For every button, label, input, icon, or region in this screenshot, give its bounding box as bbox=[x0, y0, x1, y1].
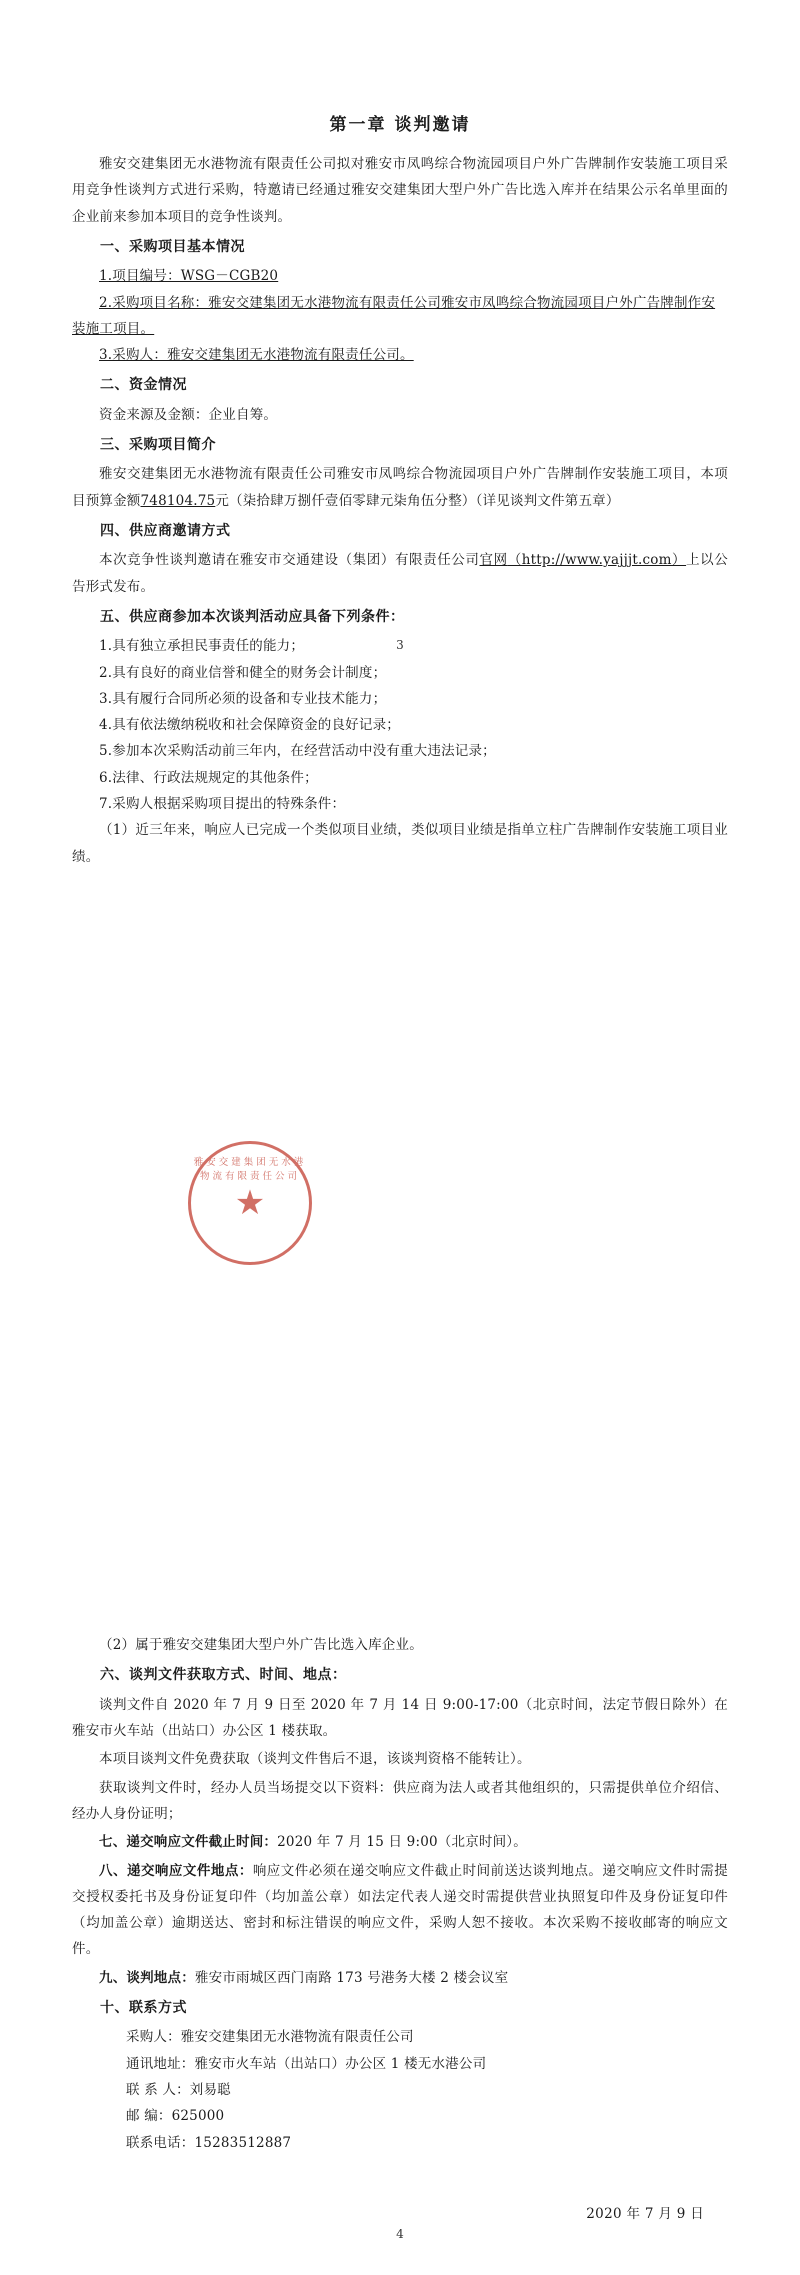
qualification-item-7: 7.采购人根据采购项目提出的特殊条件： bbox=[99, 796, 346, 813]
seal-star-icon: ★ bbox=[234, 1183, 266, 1223]
project-name-text: 2.采购项目名称：雅安交建集团无水港物流有限责任公司雅安市凤鸣综合物流园项目户外广告牌制作安装施工项目。 bbox=[72, 294, 716, 337]
special-condition-1: （1）近三年来，响应人已完成一个类似项目业绩，类似项目业绩是指单立柱广告牌制作安装施工项目业绩。 bbox=[72, 822, 728, 865]
special-condition-2: （2）属于雅安交建集团大型户外广告比选入库企业。 bbox=[99, 1637, 423, 1654]
invite-method-after: 上以公告形式发布。 bbox=[72, 552, 728, 595]
section-heading-9-block bbox=[72, 1965, 728, 1991]
section-heading-8-block bbox=[72, 1858, 728, 1963]
official-website-link[interactable]: 官网 bbox=[479, 552, 508, 569]
qualification-item-3: 3.具有履行合同所必须的设备和专业技术能力； bbox=[99, 690, 387, 707]
section-heading-4: 四、供应商邀请方式 bbox=[100, 523, 231, 540]
seal-top-text: 雅安交建集团无水港物流有限责任公司 bbox=[193, 1157, 307, 1182]
submission-place-text: 响应文件必须在递交响应文件截止时间前送达谈判地点。递交响应文件时需提交授权委托书及身份证复印件（均加盖公章）如法定代表人递交时需提供营业执照复印件及身份证复印件（均加盖公章）逾期送达、密封和标注错误的响应文件，采购人恕不接收。本次采购不接收邮寄的响应文件。 bbox=[72, 1862, 728, 1958]
sign-date: 2020 年 7 月 9 日 bbox=[586, 2205, 704, 2222]
section-1-item-1 bbox=[72, 263, 728, 289]
negotiation-place-text: 雅安市雨城区西门南路 173 号港务大楼 2 楼会议室 bbox=[194, 1969, 509, 1986]
page-break-spacer bbox=[72, 872, 728, 1632]
section-2-item-1: 资金来源及金额：企业自筹。 bbox=[99, 406, 278, 423]
purchaser-text: 3.采购人：雅安交建集团无水港物流有限责任公司。 bbox=[99, 347, 414, 364]
invite-method-paragraph bbox=[72, 547, 728, 600]
contact-postcode: 邮 编：625000 bbox=[126, 2108, 225, 2125]
qualification-item-6: 6.法律、行政法规规定的其他条件； bbox=[99, 769, 318, 786]
doc-get-paragraph-3: 获取谈判文件时，经办人员当场提交以下资料：供应商为法人或者其他组织的，只需提供单位介绍信、经办人身份证明； bbox=[72, 1779, 728, 1822]
project-brief-before: 雅安交建集团无水港物流有限责任公司雅安市凤鸣综合物流园项目户外广告牌制作安装施工项目，本项目预算金额 bbox=[72, 466, 728, 509]
project-budget-amount: 748104.75 bbox=[140, 492, 216, 509]
qualification-item-4: 4.具有依法缴纳税收和社会保障资金的良好记录； bbox=[99, 717, 400, 734]
section-1-item-3 bbox=[72, 342, 728, 368]
section-heading-7: 七、递交响应文件截止时间： bbox=[99, 1834, 278, 1851]
contact-address: 通讯地址：雅安市火车站（出站口）办公区 1 楼无水港公司 bbox=[126, 2055, 487, 2072]
page-number-first: 3 bbox=[396, 638, 404, 652]
doc-get-paragraph-1: 谈判文件自 2020 年 7 月 9 日至 2020 年 7 月 14 日 9:00-17:00（北京时间，法定节假日除外）在雅安市火车站（出站口）办公区 1 楼获取。 bbox=[72, 1696, 728, 1739]
contact-person: 联 系 人：刘易聪 bbox=[126, 2082, 231, 2099]
doc-get-paragraph-2: 本项目谈判文件免费获取（谈判文件售后不退，该谈判资格不能转让）。 bbox=[99, 1751, 531, 1768]
qualification-item-2: 2.具有良好的商业信誉和健全的财务会计制度； bbox=[99, 664, 387, 681]
section-heading-7-block bbox=[72, 1829, 728, 1855]
official-website-url[interactable]: （http://www.yajjjt.com） bbox=[507, 552, 687, 569]
page-title: 第一章 谈判邀请 bbox=[329, 115, 471, 135]
project-number-text: 1.项目编号：WSG－CGB20 bbox=[99, 268, 279, 285]
section-heading-5: 五、供应商参加本次谈判活动应具备下列条件： bbox=[100, 608, 405, 625]
section-heading-10: 十、联系方式 bbox=[100, 2000, 187, 2017]
page-number-second: 4 bbox=[396, 2227, 404, 2242]
section-heading-9: 九、谈判地点： bbox=[99, 1969, 195, 1986]
qualification-item-1: 1.具有独立承担民事责任的能力； bbox=[99, 638, 305, 655]
section-heading-6: 六、谈判文件获取方式、时间、地点： bbox=[100, 1667, 347, 1684]
contact-block bbox=[72, 2024, 728, 2156]
contact-phone: 联系电话：15283512887 bbox=[126, 2134, 292, 2151]
deadline-value: 2020 年 7 月 15 日 9:00（北京时间）。 bbox=[277, 1834, 527, 1851]
contact-purchaser: 采购人：雅安交建集团无水港物流有限责任公司 bbox=[126, 2029, 414, 2046]
invite-method-before: 本次竞争性谈判邀请在雅安市交通建设（集团）有限责任公司 bbox=[99, 552, 480, 569]
section-heading-8: 八、递交响应文件地点： bbox=[99, 1862, 253, 1879]
section-heading-3: 三、采购项目简介 bbox=[100, 437, 216, 454]
section-heading-1: 一、采购项目基本情况 bbox=[100, 238, 245, 255]
project-brief-after: 元（柒拾肆万捌仟壹佰零肆元柒角伍分整）（详见谈判文件第五章） bbox=[215, 492, 620, 509]
qualification-item-5: 5.参加本次采购活动前三年内，在经营活动中没有重大违法记录； bbox=[99, 743, 496, 760]
intro-paragraph: 雅安交建集团无水港物流有限责任公司拟对雅安市凤鸣综合物流园项目户外广告牌制作安装施工项目采用竞争性谈判方式进行采购，特邀请已经通过雅安交建集团大型户外广告比选入库并在结果公示名单里面的企业前来参加本项目的竞争性谈判。 bbox=[72, 156, 728, 225]
project-brief-paragraph bbox=[72, 461, 728, 514]
section-heading-2: 二、资金情况 bbox=[100, 377, 187, 394]
section-1-item-2 bbox=[72, 290, 728, 343]
